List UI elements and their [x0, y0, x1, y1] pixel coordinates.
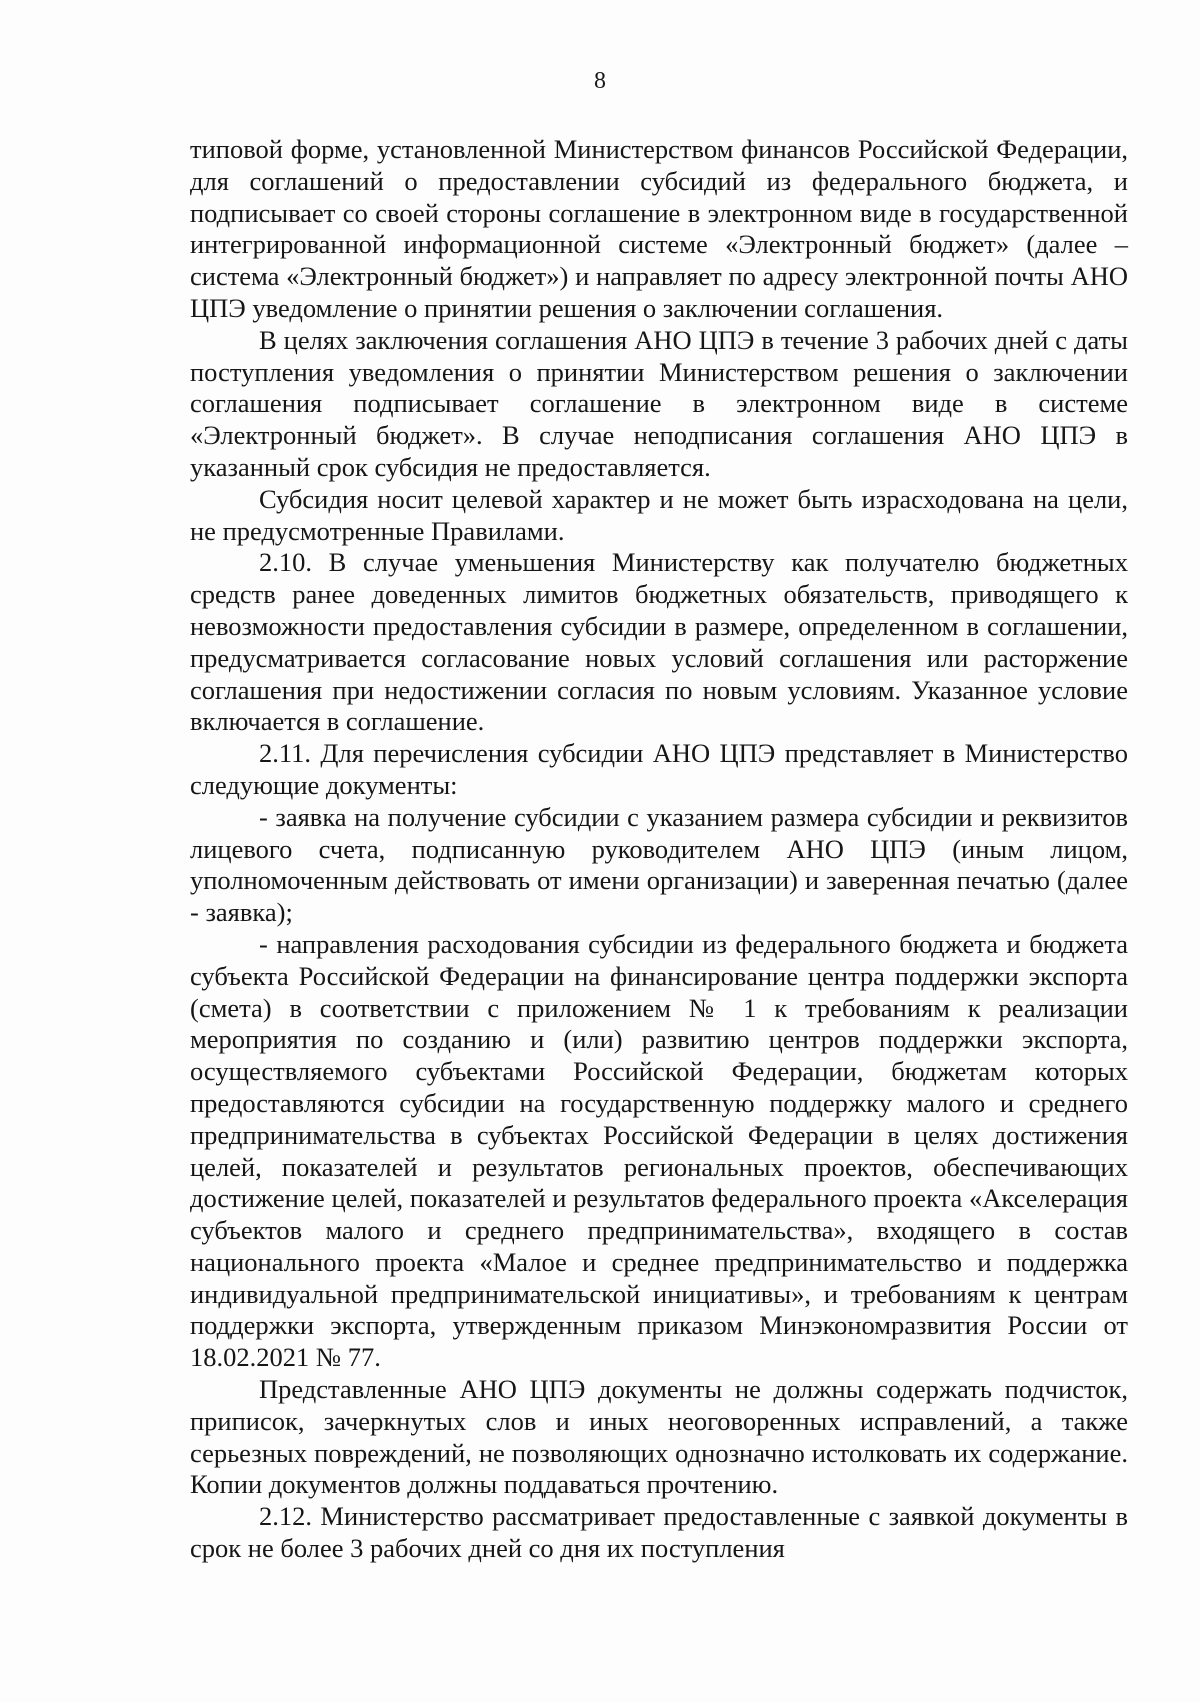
- paragraph-1: типовой форме, установленной Министерством финансов Российской Федерации, для соглашений о предоставлении субсидий из федерального бюджета, и подписывает со своей стороны соглашение в электронном виде в государственной интегрированной информационной системе «Электронный бюджет» (далее – система «Электронный бюджет») и направляет по адресу электронной почты АНО ЦПЭ уведомление о принятии решения о заключении соглашения.: [190, 134, 1128, 323]
- paragraph-2: В целях заключения соглашения АНО ЦПЭ в течение 3 рабочих дней с даты поступления уведомления о принятии Министерством решения о заключении соглашения подписывает соглашение в электронном виде в системе «Электронный бюджет». В случае неподписания соглашения АНО ЦПЭ в указанный срок субсидия не предоставляется.: [190, 324, 1128, 482]
- paragraph-8: Представленные АНО ЦПЭ документы не должны содержать подчисток, приписок, зачеркнутых слов и иных неоговоренных исправлений, а также серьезных повреждений, не позволяющих однозначно истолковать их содержание. Копии документов должны поддаваться прочтению.: [190, 1374, 1128, 1500]
- paragraph-7: - направления расходования субсидии из федерального бюджета и бюджета субъекта Российской Федерации на финансирование центра поддержки экспорта (смета) в соответствии с приложением № 1 к требованиям к реализации мероприятия по созданию и (или) развитию центров поддержки экспорта, осуществляемого субъектами Российской Федерации, бюджетам которых предоставляются субсидии на государственную поддержку малого и среднего предпринимательства в субъектах Российской Федерации в целях достижения целей, показателей и результатов региональных проектов, обеспечивающих достижение целей, показателей и результатов федерального проекта «Акселерация субъектов малого и среднего предпринимательства», входящего в состав национального проекта «Малое и среднее предпринимательство и поддержка индивидуальной предпринимательской инициативы», и требованиям к центрам поддержки экспорта, утвержденным приказом Минэкономразвития России от 18.02.2021 № 77.: [190, 928, 1128, 1373]
- paragraph-6: - заявка на получение субсидии с указанием размера субсидии и реквизитов лицевого счета, подписанную руководителем АНО ЦПЭ (иным лицом, уполномоченным действовать от имени организации) и заверенная печатью (далее - заявка);: [190, 801, 1128, 928]
- paragraph-3: Субсидия носит целевой характер и не может быть израсходована на цели, не предусмотренные Правилами.: [190, 483, 1128, 546]
- page-number: 8: [594, 68, 606, 94]
- paragraph-9: 2.12. Министерство рассматривает предоставленные с заявкой документы в срок не более 3 рабочих дней со дня их поступления: [190, 1501, 1128, 1564]
- document-body: [190, 134, 1128, 1565]
- paragraph-5: 2.11. Для перечисления субсидии АНО ЦПЭ представляет в Министерство следующие документы:: [190, 738, 1128, 800]
- paragraph-4: 2.10. В случае уменьшения Министерству как получателю бюджетных средств ранее доведенных лимитов бюджетных обязательств, приводящего к невозможности предоставления субсидии в размере, определенном в соглашении, предусматривается согласование новых условий соглашения или расторжение соглашения при недостижении согласия по новым условиям. Указанное условие включается в соглашение.: [190, 547, 1128, 737]
